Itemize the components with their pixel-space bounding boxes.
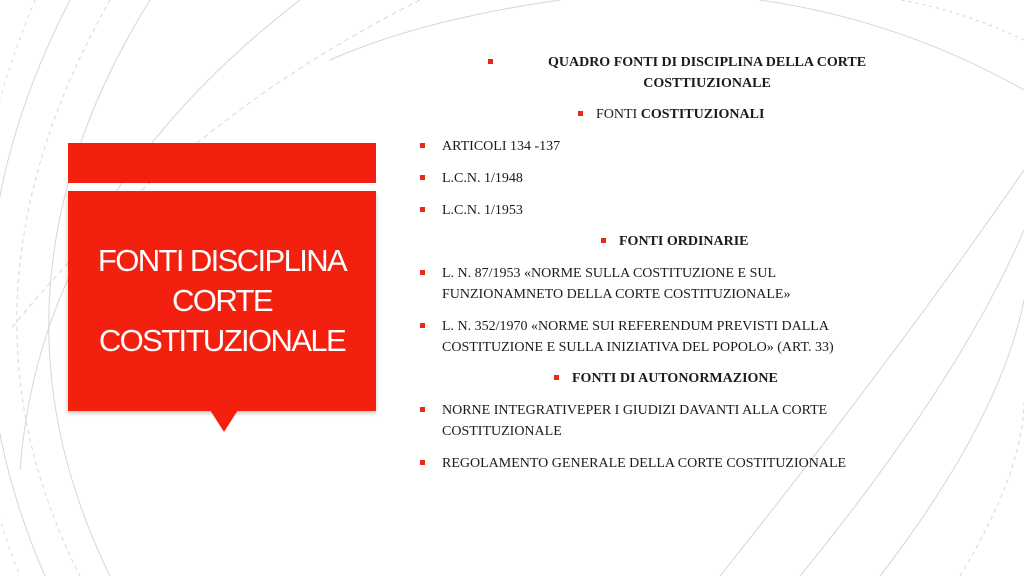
list-item-text: L.C.N. 1/1948	[442, 171, 523, 186]
list-item	[420, 263, 790, 305]
fonti-autonormazione-text: FONTI DI AUTONORMAZIONE	[572, 371, 778, 386]
fonti-cost-bold: COSTITUZIONALI	[640, 107, 765, 122]
slide-title	[77, 241, 367, 361]
bullet-icon	[420, 460, 425, 465]
heading-line2: COSTTIUZIONALE	[643, 76, 771, 91]
slide-title-line3: COSTITUZIONALE	[98, 323, 346, 358]
list-item-line1: L. N. 87/1953 «NORME SULLA COSTITUZIONE E SUL	[442, 266, 777, 281]
bullet-icon	[420, 175, 425, 180]
list-item	[420, 400, 827, 442]
title-box-pointer	[210, 410, 238, 432]
slide-title-line1: FONTI DISCIPLINA	[97, 243, 347, 278]
list-item-line2: COSTITUZIONALE	[442, 424, 562, 439]
bullet-icon	[601, 238, 606, 243]
list-item-text: L.C.N. 1/1953	[442, 203, 523, 218]
title-box	[68, 191, 376, 411]
heading-line1: QUADRO FONTI DI DISCIPLINA DELLA CORTE	[547, 55, 867, 70]
list-item	[420, 200, 523, 221]
list-item	[420, 316, 834, 358]
fonti-costituzionali-heading	[578, 104, 764, 125]
list-item	[420, 136, 560, 157]
list-item-text: REGOLAMENTO GENERALE DELLA CORTE COSTITUZIONALE	[442, 456, 847, 471]
fonti-cost-prefix: FONTI	[596, 107, 641, 122]
heading-item	[488, 52, 908, 94]
bullet-icon	[420, 270, 425, 275]
fonti-ordinarie-text: FONTI ORDINARIE	[619, 234, 749, 249]
bullet-icon	[578, 111, 583, 116]
bullet-icon	[420, 407, 425, 412]
title-accent-bar	[68, 143, 376, 183]
list-item-line1: L. N. 352/1970 «NORME SUI REFERENDUM PREVISTI DALLA	[442, 319, 829, 334]
bullet-icon	[420, 207, 425, 212]
bullet-icon	[488, 59, 493, 64]
list-item	[420, 453, 846, 474]
list-item-line2: COSTITUZIONE E SULLA INIZIATIVA DEL POPOLO» (ART. 33)	[442, 340, 834, 355]
list-item	[420, 168, 523, 189]
list-item-line2: FUNZIONAMNETO DELLA CORTE COSTITUZIONALE»	[442, 287, 791, 302]
list-item-text: ARTICOLI 134 -137	[442, 139, 561, 154]
bullet-icon	[420, 323, 425, 328]
fonti-ordinarie-heading	[601, 231, 749, 252]
bullet-icon	[420, 143, 425, 148]
slide-title-line2: CORTE	[172, 283, 272, 318]
list-item-line1: NORNE INTEGRATIVEPER I GIUDIZI DAVANTI ALLA CORTE	[442, 403, 828, 418]
bullet-icon	[554, 375, 559, 380]
fonti-autonormazione-heading	[554, 368, 778, 389]
